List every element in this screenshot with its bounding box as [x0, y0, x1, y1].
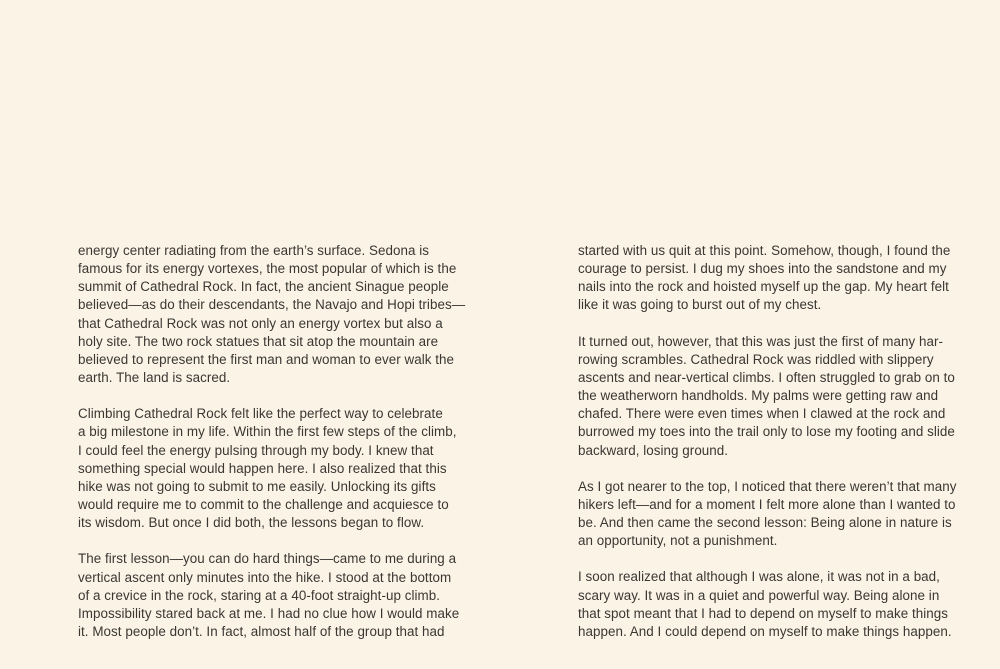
text-line: the weatherworn handholds. My palms were getting raw and: [578, 388, 939, 404]
text-line: burrowed my toes into the trail only to lose my footing and slide: [578, 424, 955, 440]
right-paragraph-1: [578, 242, 951, 315]
text-line: a big milestone in my life. Within the first few steps of the climb,: [78, 424, 457, 440]
text-line: that Cathedral Rock was not only an energy vortex but also a: [78, 315, 443, 331]
right-paragraph-2: [578, 333, 955, 460]
text-line: scary way. It was in a quiet and powerful way. Being alone in: [578, 587, 940, 603]
text-line: hike was not going to submit to me easily. Unlocking its gifts: [78, 478, 436, 494]
text-line: of a crevice in the rock, staring at a 40-foot straight-up climb.: [78, 587, 440, 603]
text-line: I could feel the energy pulsing through my body. I knew that: [78, 442, 434, 458]
left-page: [78, 242, 466, 659]
text-line: that spot meant that I had to depend on myself to make things: [578, 605, 949, 621]
text-line: As I got nearer to the top, I noticed that there weren’t that many: [578, 478, 957, 494]
text-line: summit of Cathedral Rock. In fact, the ancient Sinague people: [78, 279, 449, 295]
left-paragraph-2: [78, 405, 457, 532]
text-line: earth. The land is sacred.: [78, 370, 231, 386]
text-line: The first lesson—you can do hard things—came to me during a: [78, 551, 457, 567]
text-line: nails into the rock and hoisted myself up the gap. My heart felt: [578, 279, 949, 295]
left-paragraph-1: [78, 242, 466, 387]
text-line: I soon realized that although I was alone, it was not in a bad,: [578, 569, 940, 585]
text-line: believed—as do their descendants, the Navajo and Hopi tribes—: [78, 297, 466, 313]
text-line: It turned out, however, that this was just the first of many har-: [578, 333, 943, 349]
text-line: its wisdom. But once I did both, the lessons began to flow.: [78, 515, 425, 531]
text-line: happen. And I could depend on myself to make things happen.: [578, 623, 952, 639]
text-line: it. Most people don’t. In fact, almost half of the group that had: [78, 623, 445, 639]
right-page: [578, 242, 957, 659]
text-line: something special would happen here. I also realized that this: [78, 460, 447, 476]
left-paragraph-3: [78, 550, 460, 641]
right-paragraph-3: [578, 478, 957, 551]
text-line: ascents and near-vertical climbs. I often struggled to grab on to: [578, 369, 955, 385]
text-line: Impossibility stared back at me. I had no clue how I would make: [78, 605, 460, 621]
text-line: hikers left—and for a moment I felt more alone than I wanted to: [578, 496, 956, 512]
right-paragraph-4: [578, 568, 952, 641]
text-line: an opportunity, not a punishment.: [578, 533, 778, 549]
text-line: rowing scrambles. Cathedral Rock was riddled with slippery: [578, 351, 934, 367]
text-line: backward, losing ground.: [578, 442, 729, 458]
text-line: famous for its energy vortexes, the most popular of which is the: [78, 261, 457, 277]
text-line: be. And then came the second lesson: Being alone in nature is: [578, 515, 952, 531]
text-line: believed to represent the first man and woman to ever walk the: [78, 351, 455, 367]
text-line: like it was going to burst out of my chest.: [578, 297, 822, 313]
text-line: energy center radiating from the earth’s surface. Sedona is: [78, 243, 430, 258]
text-line: courage to persist. I dug my shoes into the sandstone and my: [578, 261, 947, 277]
text-line: holy site. The two rock statues that sit atop the mountain are: [78, 333, 439, 349]
text-line: vertical ascent only minutes into the hike. I stood at the bottom: [78, 569, 452, 585]
text-line: would require me to commit to the challenge and acquiesce to: [78, 497, 449, 513]
text-line: Climbing Cathedral Rock felt like the perfect way to celebrate: [78, 406, 443, 422]
text-line: chafed. There were even times when I clawed at the rock and: [578, 406, 946, 422]
text-line: started with us quit at this point. Somehow, though, I found the: [578, 243, 951, 258]
